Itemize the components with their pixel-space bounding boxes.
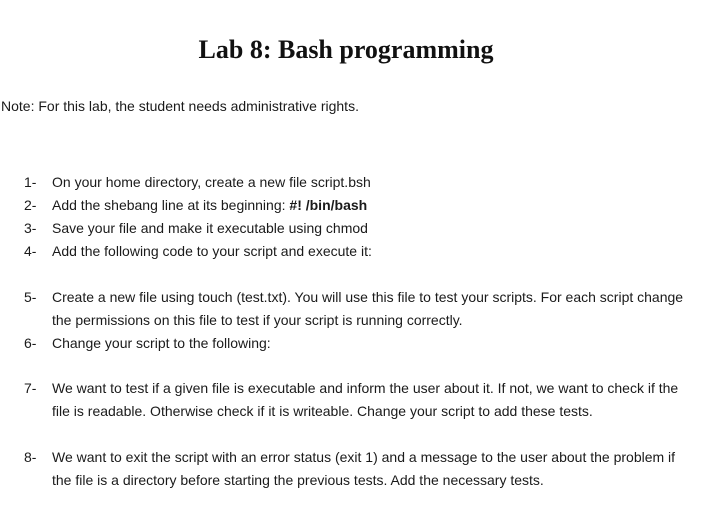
step-text: Save your file and make it executable using chmod [52,220,368,236]
step-number: 1- [24,174,37,190]
step-text: Create a new file using touch (test.txt). You will use this file to test your scripts. For each script change the permissions on this file to test if your script is running correctly. [52,289,684,328]
admin-note: Note: For this lab, the student needs administrative rights. [1,98,359,114]
step-number: 5- [24,289,37,305]
step-text-plain: Add the shebang line at its beginning: [52,197,290,213]
step-number: 6- [24,335,37,351]
step-text [52,194,692,217]
step-text: We want to exit the script with an error status (exit 1) and a message to the user about the problem if the file is a directory before starting the previous tests. Add the necessary tests. [52,449,676,488]
step-number: 7- [24,380,37,396]
step-text: On your home directory, create a new file script.bsh [52,174,371,190]
page-title: Lab 8: Bash programming [198,35,494,64]
step-text: Change your script to the following: [52,335,271,351]
step-number: 8- [24,449,37,465]
step-number: 4- [24,243,37,259]
step-text: We want to test if a given file is executable and inform the user about it. If not, we want to check if the file is readable. Otherwise check if it is writeable. Change your script to add these tests. [52,380,679,419]
step-number: 2- [24,197,37,213]
shebang-code: #! /bin/bash [289,197,368,213]
step-number: 3- [24,220,37,236]
step-text: Add the following code to your script and execute it: [52,243,372,259]
